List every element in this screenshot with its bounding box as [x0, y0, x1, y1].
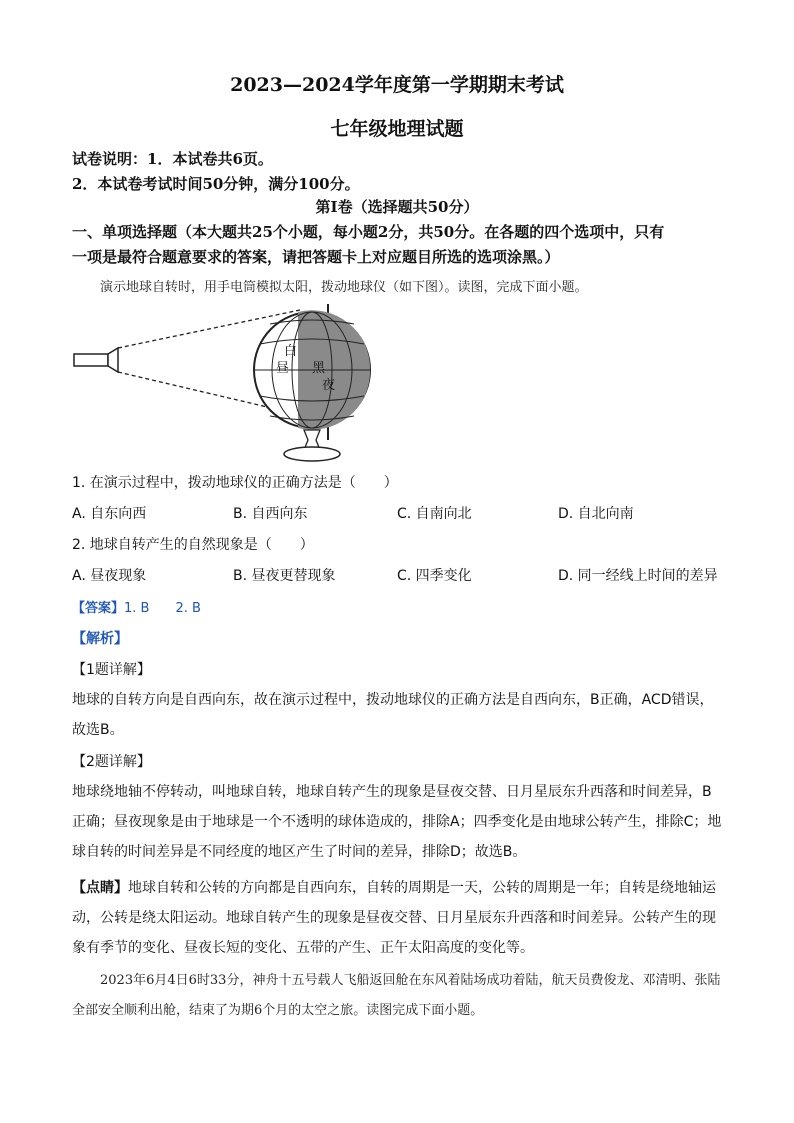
q1-option-d: D. 自北向南 [558, 506, 634, 522]
q2-option-d: D. 同一经线上时间的差异 [558, 568, 718, 584]
answer-value: 1. B 2. B [124, 601, 201, 616]
detail-1-text: 地球的自转方向是自西向东，故在演示过程中，拨动地球仪的正确方法是自西向东，B正确，ACD错误，故选B。 [72, 692, 714, 738]
detail-2-label: 【2题详解】 [72, 754, 151, 770]
instruction-line-1: 试卷说明：1．本试卷共6页。 [72, 150, 273, 168]
group2-intro: 2023年6月4日6时33分，神舟十五号载人飞船返回舱在东风着陆场成功着陆，航天员费俊龙、邓清明、张陆全部安全顺利出舱，结束了为期6个月的太空之旅。读图完成下面小题。 [72, 973, 721, 1018]
comment-label: 【点睛】 [72, 880, 128, 896]
part-instruction-line-1: 一、单项选择题（本大题共25个小题，每小题2分，共50分。在各题的四个选项中，只有 [72, 223, 665, 241]
page-subtitle: 七年级地理试题 [330, 118, 464, 140]
day-label-1: 白 [284, 344, 298, 359]
globe-icon [254, 304, 370, 461]
page-title: 2023—2024学年度第一学期期末考试 [230, 74, 564, 96]
detail-2-text: 地球绕地轴不停转动，叫地球自转，地球自转产生的现象是昼夜交替、日月星辰东升西落和时间差异，B正确；昼夜现象是由于地球是一个不透明的球体造成的，排除A；四季变化是由地球公转产生，排除C；地球自转的时间差异是不同经度的地区产生了时间的差异，排除D；故选B。 [72, 784, 722, 860]
night-label-2: 夜 [322, 378, 336, 393]
night-label-1: 黑 [312, 361, 326, 376]
globe-flashlight-figure [72, 300, 372, 470]
q1-option-c: C. 自南向北 [397, 506, 472, 522]
instruction-line-2: 2．本试卷考试时间50分钟，满分100分。 [72, 175, 360, 193]
q1-option-a: A. 自东向西 [72, 506, 147, 522]
q2-option-a: A. 昼夜现象 [72, 568, 147, 584]
detail-1-label: 【1题详解】 [72, 662, 151, 678]
analysis-label: 【解析】 [72, 631, 128, 647]
comment-block [72, 873, 724, 963]
q1-option-b: B. 自西向东 [233, 506, 308, 522]
q2-option-c: C. 四季变化 [397, 568, 472, 584]
day-label-2: 昼 [276, 361, 290, 376]
q2-option-b: B. 昼夜更替现象 [233, 568, 336, 584]
flashlight-icon [74, 348, 118, 372]
section-heading: 第Ⅰ卷（选择题共50分） [315, 198, 479, 216]
comment-text: 地球自转和公转的方向都是自西向东，自转的周期是一天，公转的周期是一年；自转是绕地轴运动，公转是绕太阳运动。地球自转产生的现象是昼夜交替、日月星辰东升西落和时间差异。公转产生的现象有季节的变化、昼夜长短的变化、五带的产生、正午太阳高度的变化等。 [72, 880, 716, 956]
question-1-stem: 1. 在演示过程中，拨动地球仪的正确方法是（ ） [72, 475, 398, 491]
answer-row [72, 597, 201, 616]
group1-intro: 演示地球自转时，用手电筒模拟太阳，拨动地球仪（如下图）。读图，完成下面小题。 [100, 280, 588, 295]
part-instruction-line-2: 一项是最符合题意要求的答案，请把答题卡上对应题目所选的选项涂黑。） [72, 248, 560, 266]
answer-label: 【答案】 [72, 601, 125, 616]
question-2-stem: 2. 地球自转产生的自然现象是（ ） [72, 537, 314, 553]
